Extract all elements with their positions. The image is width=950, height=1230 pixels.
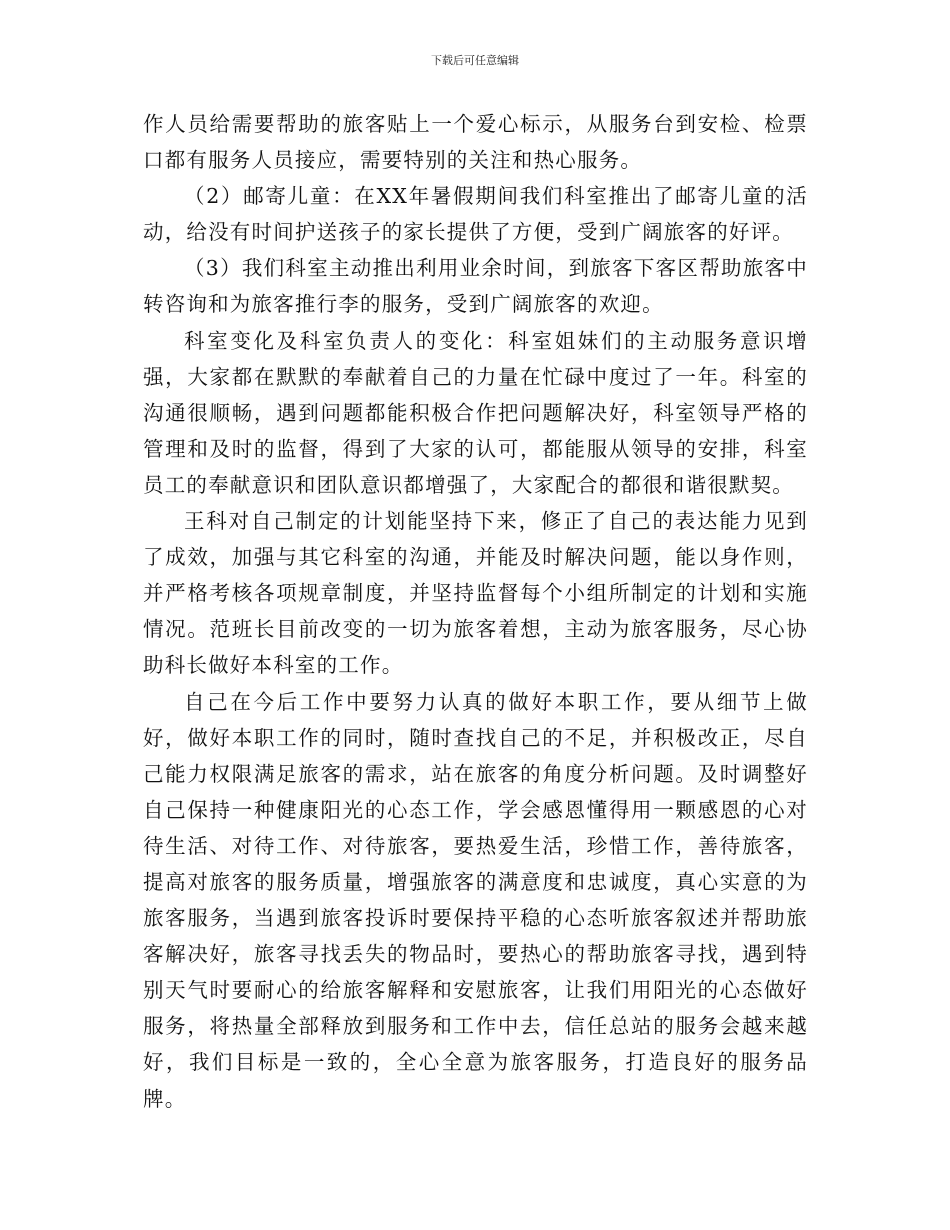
- paragraph-continuation: 作人员给需要帮助的旅客贴上一个爱心标示，从服务台到安检、检票口都有服务人员接应，需要特别的关注和热心服务。: [143, 112, 808, 173]
- paragraph-department-changes: 科室变化及科室负责人的变化：科室姐妹们的主动服务意识增强，大家都在默默的奉献着自己的力量在忙碌中度过了一年。科室的沟通很顺畅，遇到问题都能积极合作把问题解决好，科室领导严格的管理和及时的监督，得到了大家的认可，都能服从领导的安排，科室员工的奉献意识和团队意识都增强了，大家配合的都很和谐很默契。: [143, 328, 808, 497]
- page-header: 下载后可任意编辑: [431, 54, 519, 67]
- paragraph-transfer-service: （3）我们科室主动推出利用业余时间，到旅客下客区帮助旅客中转咨询和为旅客推行李的服务，受到广阔旅客的欢迎。: [143, 256, 808, 317]
- paragraph-future-work: 自己在今后工作中要努力认真的做好本职工作，要从细节上做好，做好本职工作的同时，随时查找自己的不足，并积极改正，尽自己能力权限满足旅客的需求，站在旅客的角度分析问题。及时调整好自己保持一种健康阳光的心态工作，学会感恩懂得用一颗感恩的心对待生活、对待工作、对待旅客，要热爱生活，珍惜工作，善待旅客，提高对旅客的服务质量，增强旅客的满意度和忠诚度，真心实意的为旅客服务，当遇到旅客投诉时要保持平稳的心态听旅客叙述并帮助旅客解决好，旅客寻找丢失的物品时，要热心的帮助旅客寻找，遇到特别天气时要耐心的给旅客解释和安慰旅客，让我们用阳光的心态做好服务，将热量全部释放到服务和工作中去，信任总站的服务会越来越好，我们目标是一致的，全心全意为旅客服务，打造良好的服务品牌。: [143, 689, 808, 1111]
- document-body: [143, 106, 808, 1117]
- paragraph-mail-children: （2）邮寄儿童：在XX年暑假期间我们科室推出了邮寄儿童的活动，给没有时间护送孩子的家长提供了方便，受到广阔旅客的好评。: [143, 184, 808, 245]
- paragraph-section-chief: 王科对自己制定的计划能坚持下来，修正了自己的表达能力见到了成效，加强与其它科室的沟通，并能及时解决问题，能以身作则，并严格考核各项规章制度，并坚持监督每个小组所制定的计划和实施情况。范班长目前改变的一切为旅客着想，主动为旅客服务，尽心协助科长做好本科室的工作。: [143, 509, 808, 678]
